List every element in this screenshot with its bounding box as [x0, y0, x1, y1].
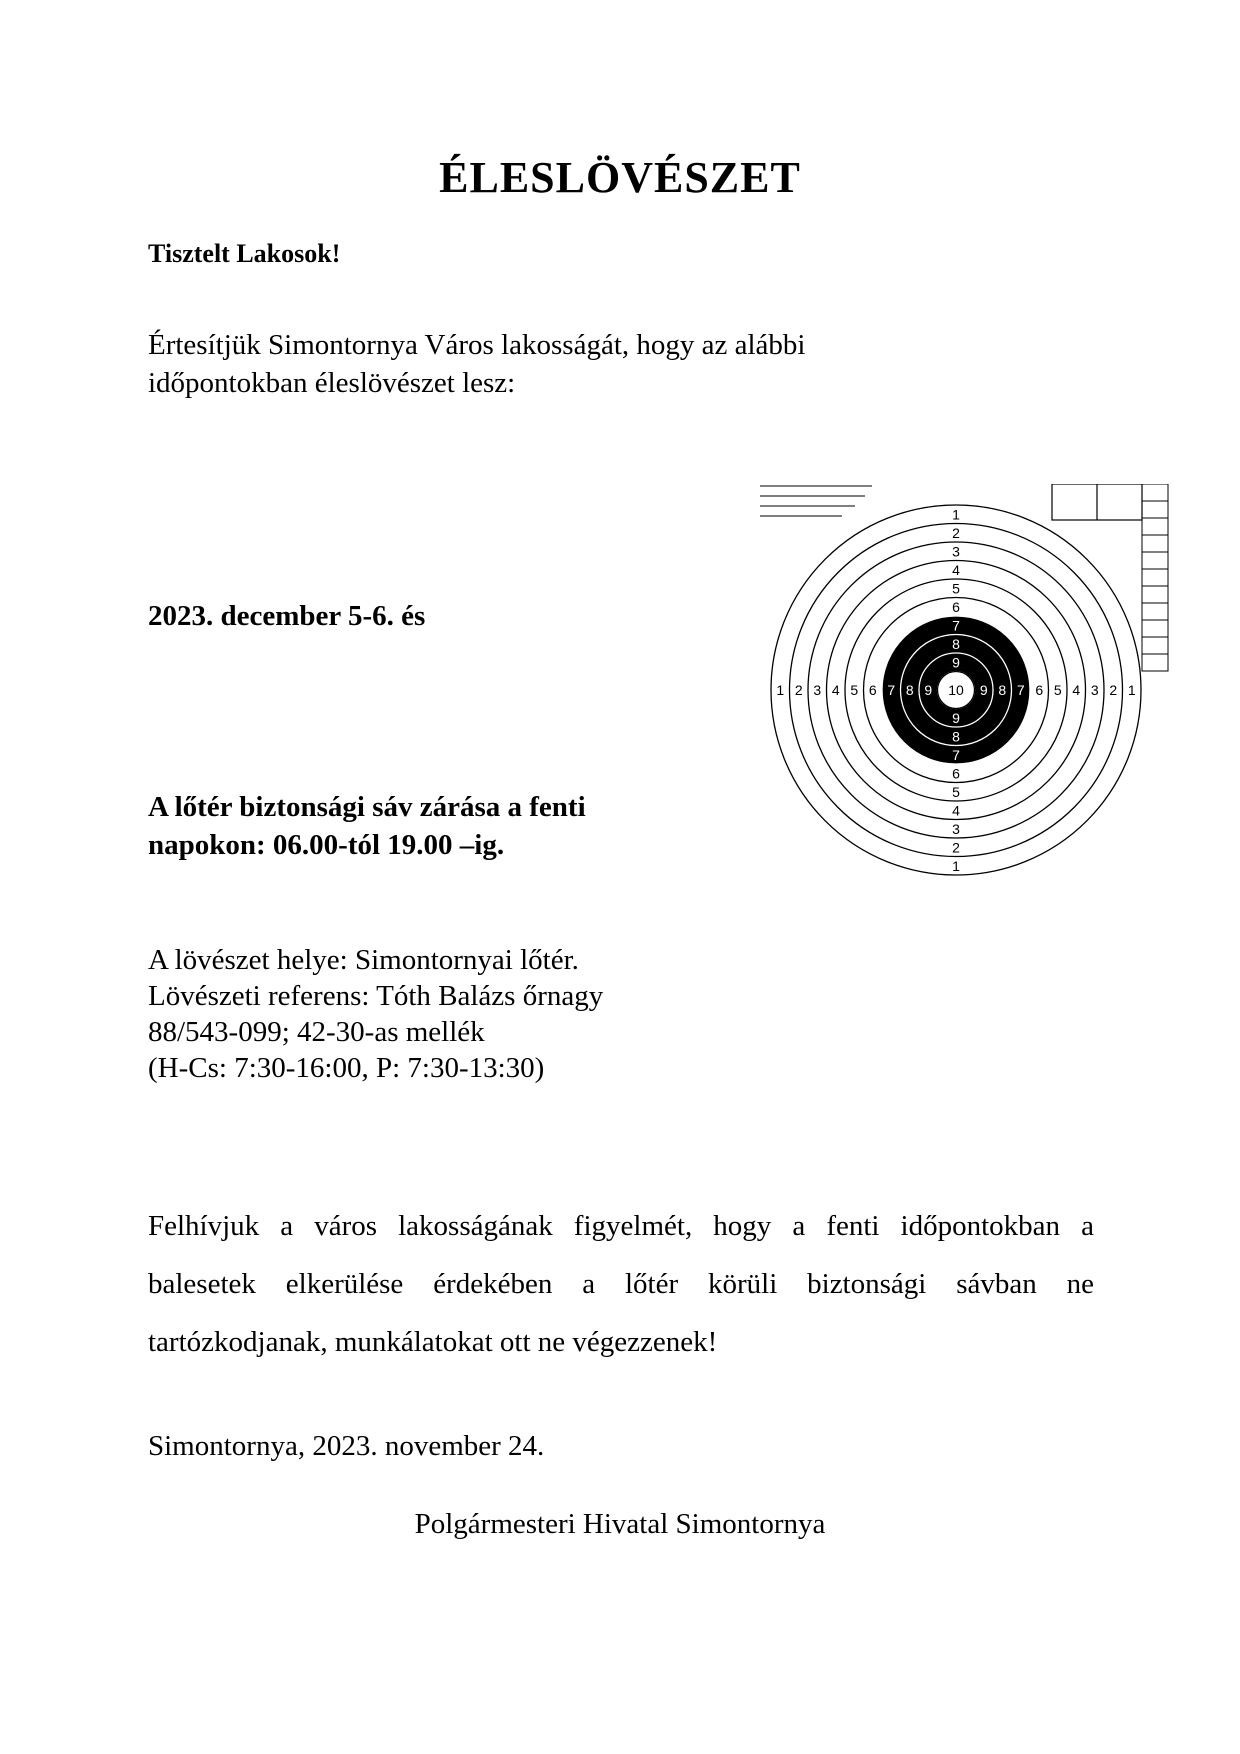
- info-line: (H-Cs: 7:30-16:00, P: 7:30-13:30): [148, 1052, 545, 1084]
- ring-number: 2: [1109, 682, 1118, 698]
- ring-number: 5: [1053, 682, 1062, 698]
- ring-number: 8: [998, 682, 1007, 698]
- score-grid-cell: [1142, 535, 1168, 552]
- ring-number: 1: [776, 682, 785, 698]
- score-grid-cell: [1142, 569, 1168, 586]
- ring-number: 3: [1090, 682, 1099, 698]
- ring-number: 7: [952, 617, 960, 634]
- ring-number: 7: [1016, 682, 1025, 698]
- info-line: Lövészeti referens: Tóth Balázs őrnagy: [148, 980, 604, 1012]
- score-grid-cell: [1142, 654, 1168, 671]
- ring-number: 10: [948, 682, 964, 698]
- ring-number: 9: [952, 709, 960, 726]
- ring-number: 6: [1035, 682, 1044, 698]
- score-grid-cell: [1142, 603, 1168, 620]
- ring-number: 2: [794, 682, 803, 698]
- intro-line: Értesítjük Simontornya Város lakosságát, hogy az alábbi: [148, 329, 806, 361]
- ring-number: 9: [924, 682, 933, 698]
- ring-number: 5: [952, 580, 960, 597]
- score-grid-cell: [1142, 501, 1168, 518]
- ring-number: 6: [952, 765, 960, 782]
- ring-number: 5: [952, 783, 960, 800]
- ring-number: 7: [952, 746, 960, 763]
- closure-line: napokon: 06.00-tól 19.00 –ig.: [148, 829, 505, 861]
- notice-line: Felhívjuk a város lakosságának figyelmét, hogy a fenti időpontokban a: [148, 1210, 1094, 1242]
- target-ring-numbers: [776, 506, 1136, 874]
- intro-line: időpontokban éleslövészet lesz:: [148, 367, 516, 399]
- ring-number: 4: [831, 682, 840, 698]
- ring-number: 2: [952, 839, 960, 856]
- ring-number: 3: [952, 543, 960, 560]
- target-corner-lines: [760, 486, 872, 516]
- signature: Polgármesteri Hivatal Simontornya: [414, 1508, 826, 1540]
- ring-number: 8: [952, 728, 960, 745]
- ring-number: 2: [952, 524, 960, 541]
- place-date: Simontornya, 2023. november 24.: [148, 1430, 545, 1462]
- ring-number: 6: [952, 598, 960, 615]
- ring-number: 4: [952, 561, 960, 578]
- ring-number: 8: [952, 635, 960, 652]
- notice-line: balesetek elkerülése érdekében a lőtér körüli biztonsági sávban ne: [148, 1268, 1094, 1300]
- ring-number: 8: [905, 682, 914, 698]
- ring-number: 1: [952, 857, 960, 874]
- score-grid: [1052, 484, 1168, 671]
- ring-number: 9: [979, 682, 988, 698]
- greeting: Tisztelt Lakosok!: [148, 239, 341, 268]
- score-grid-cell: [1142, 484, 1168, 501]
- ring-number: 7: [887, 682, 896, 698]
- score-grid-cell: [1142, 586, 1168, 603]
- score-grid-cell: [1142, 637, 1168, 654]
- closure-line: A lőtér biztonsági sáv zárása a fenti: [148, 791, 586, 823]
- ring-number: 1: [952, 506, 960, 523]
- info-line: 88/543-099; 42-30-as mellék: [148, 1016, 485, 1048]
- score-grid-cell: [1142, 620, 1168, 637]
- ring-number: 3: [813, 682, 822, 698]
- ring-number: 9: [952, 654, 960, 671]
- ring-number: 3: [952, 820, 960, 837]
- notice-line: tartózkodjanak, munkálatokat ott ne végezzenek!: [148, 1326, 718, 1358]
- score-grid-cell: [1142, 552, 1168, 569]
- page-title: ÉLESLÖVÉSZET: [439, 153, 801, 202]
- score-grid-cell: [1142, 518, 1168, 535]
- ring-number: 4: [952, 802, 960, 819]
- ring-number: 4: [1072, 682, 1081, 698]
- event-date: 2023. december 5-6. és: [148, 600, 426, 632]
- ring-number: 5: [850, 682, 859, 698]
- shooting-target-image: [760, 484, 1190, 884]
- info-line: A lövészet helye: Simontornyai lőtér.: [148, 944, 579, 976]
- ring-number: 6: [868, 682, 877, 698]
- ring-number: 1: [1127, 682, 1136, 698]
